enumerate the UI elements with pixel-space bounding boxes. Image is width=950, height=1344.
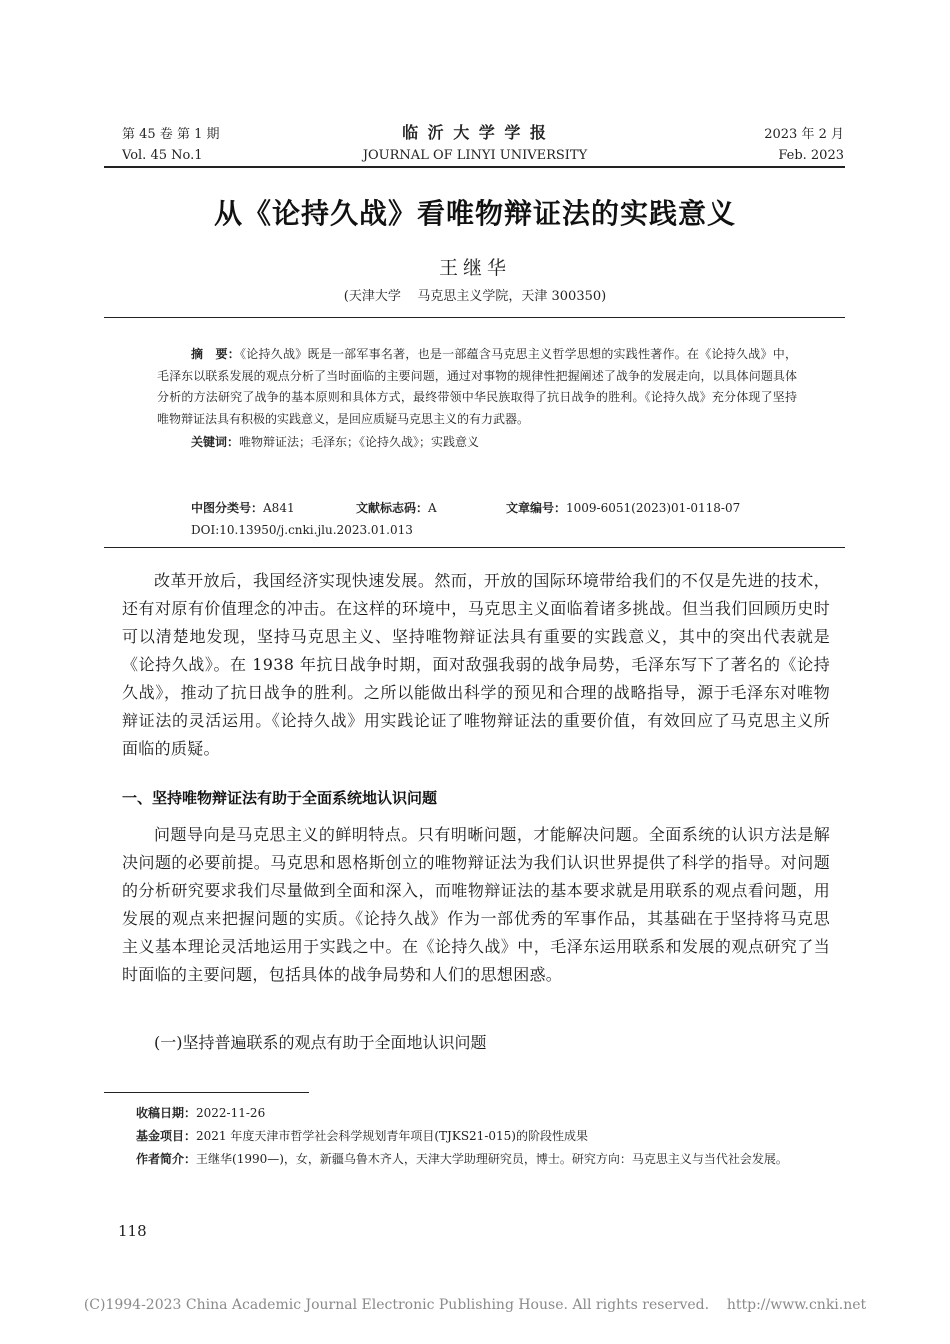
article-no-value: 1009-6051(2023)01-0118-07	[566, 501, 741, 515]
clc-label: 中图分类号：	[191, 501, 264, 515]
doc-code-row	[356, 499, 437, 516]
volume-issue-cn: 第 45 卷 第 1 期	[122, 127, 220, 142]
received-date: 收稿日期：2022-11-26	[136, 1106, 266, 1120]
footnote-rule	[104, 1092, 309, 1093]
journal-name-cn: 临 沂 大 学 学 报	[402, 123, 548, 142]
subsection-1-heading: (一)坚持普遍联系的观点有助于全面地认识问题	[154, 1033, 487, 1052]
article-no-label: 文章编号：	[506, 501, 567, 515]
article-no-row	[506, 499, 740, 516]
clc-value: A841	[263, 501, 295, 515]
volume-issue-en: Vol. 45 No.1	[122, 148, 203, 163]
keywords-text: 唯物辩证法；毛泽东；《论持久战》；实践意义	[239, 435, 480, 449]
article-title: 从《论持久战》看唯物辩证法的实践意义	[213, 197, 736, 230]
doc-code-label: 文献标志码：	[356, 501, 429, 515]
header-rule	[104, 166, 845, 168]
section-1-heading: 一、坚持唯物辩证法有助于全面系统地认识问题	[122, 789, 438, 807]
footnotes-block	[122, 1102, 842, 1171]
doc-code-value: A	[428, 501, 437, 515]
section-1-paragraph	[122, 821, 830, 989]
fund-project: 基金项目：2021 年度天津市哲学社会科学规划青年项目(TJKS21-015)的阶段性成果	[136, 1129, 588, 1143]
author-name: 王继华	[438, 257, 511, 279]
author-bio: 作者简介：王继华(1990—)，女，新疆乌鲁木齐人，天津大学助理研究员，博士。研究方向：马克思主义与当代社会发展。	[136, 1152, 788, 1166]
intro-text: 改革开放后，我国经济实现快速发展。然而，开放的国际环境带给我们的不仅是先进的技术，还有对原有价值理念的冲击。在这样的环境中，马克思主义面临着诸多挑战。但当我们回顾历史时可以清楚地发现，坚持马克思主义、坚持唯物辩证法具有重要的实践意义，其中的突出代表就是《论持久战》。在 1938 年抗日战争时期，面对敌强我弱的战争局势，毛泽东写下了著名的《论持久战》，推动了抗日战争的胜利。之所以能做出科学的预见和合理的战略指导，源于毛泽东对唯物辩证法的灵活运用。《论持久战》用实践论证了唯物辩证法的重要价值，有效回应了马克思主义所面临的质疑。	[122, 571, 830, 758]
intro-paragraph	[122, 567, 830, 763]
abstract-paragraph	[157, 344, 797, 430]
keywords-row	[157, 432, 797, 454]
issue-date-cn: 2023 年 2 月	[764, 127, 844, 142]
section-1-text: 问题导向是马克思主义的鲜明特点。只有明晰问题，才能解决问题。全面系统的认识方法是解决问题的必要前提。马克思和恩格斯创立的唯物辩证法为我们认识世界提供了科学的指导。对问题的分析研究要求我们尽量做到全面和深入，而唯物辩证法的基本要求就是用联系的观点看问题，用发展的观点来把握问题的实质。《论持久战》作为一部优秀的军事作品，其基础在于坚持将马克思主义基本理论灵活地运用于实践之中。在《论持久战》中，毛泽东运用联系和发展的观点研究了当时面临的主要问题，包括具体的战争局势和人们的思想困惑。	[122, 825, 830, 984]
author-affiliation: (天津大学 马克思主义学院，天津 300350)	[343, 289, 607, 304]
doi: DOI:10.13950/j.cnki.jlu.2023.01.013	[191, 523, 413, 537]
journal-name-en: JOURNAL OF LINYI UNIVERSITY	[362, 148, 588, 163]
abstract-label: 摘 要：	[191, 347, 240, 361]
page-number: 118	[118, 1222, 147, 1240]
abstract-text: 《论持久战》既是一部军事名著，也是一部蕴含马克思主义哲学思想的实践性著作。在《论持久战》中，毛泽东以联系发展的观点分析了当时面临的主要问题，通过对事物的规律性把握阐述了战争的发展走向，以具体问题具体分析的方法研究了战争的基本原则和具体方式，最终带领中华民族取得了抗日战争的胜利。《论持久战》充分体现了坚持唯物辩证法具有积极的实践意义，是回应质疑马克思主义的有力武器。	[157, 347, 797, 426]
keywords-label: 关键词：	[191, 435, 240, 449]
clc-row	[191, 499, 295, 516]
issue-date-en: Feb. 2023	[778, 148, 844, 163]
abstract-bottom-rule	[104, 547, 845, 548]
copyright-line: (C)1994-2023 China Academic Journal Electronic Publishing House. All rights reserved. http://www.cnki.net	[83, 1297, 867, 1313]
abstract-block	[157, 344, 797, 454]
abstract-top-rule	[104, 317, 845, 318]
